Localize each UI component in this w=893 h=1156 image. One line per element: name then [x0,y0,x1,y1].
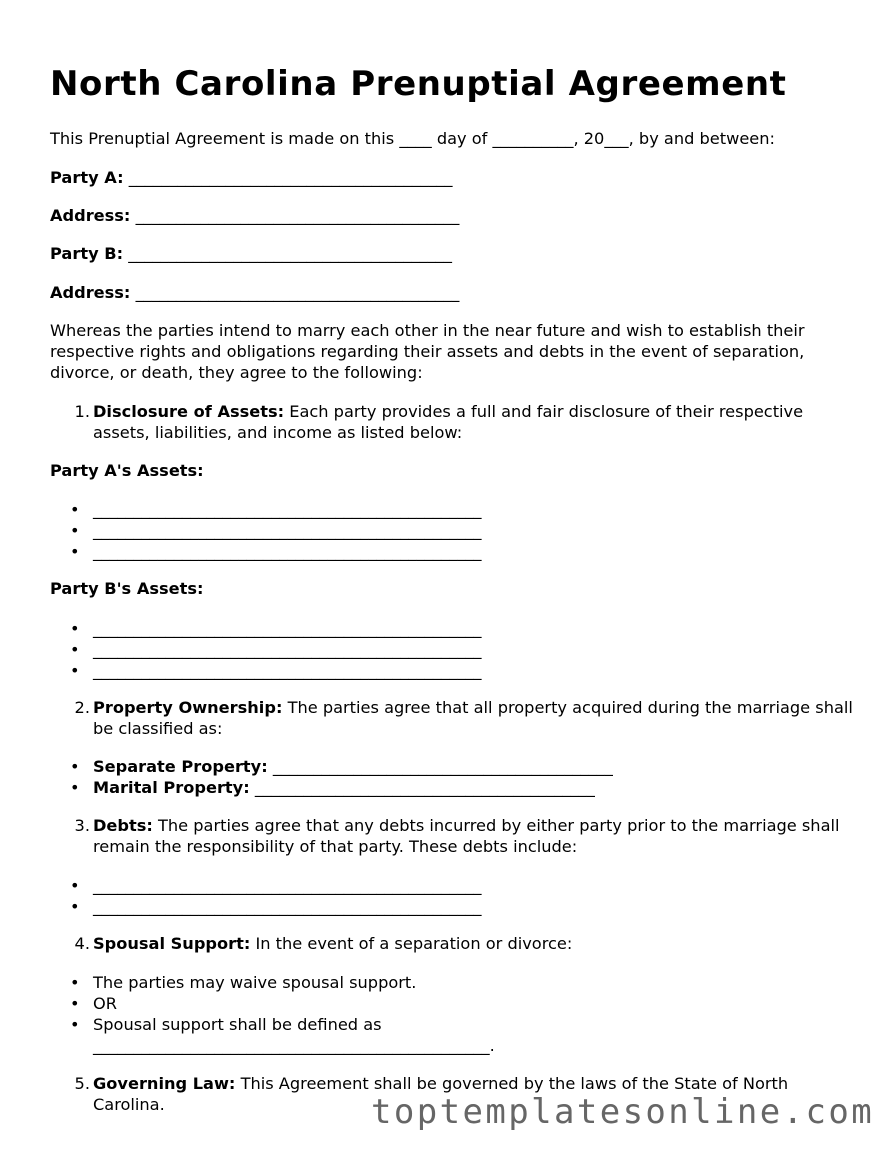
party-b-assets-heading: Party B's Assets: [50,579,204,598]
bullet: • [70,897,80,916]
party-a-assets-heading: Party A's Assets: [50,461,204,480]
section-3-number: 3. [74,816,90,835]
bullet: • [70,500,80,519]
intro-paragraph: This Prenuptial Agreement is made on this ____ day of __________, 20___, by and between: [50,129,775,148]
party-b-asset-blank-3: ________________________________________________ [93,661,482,680]
party-a-blank: ________________________________________ [128,168,453,187]
section-3-body [93,815,853,857]
bullet: • [70,521,80,540]
support-option-defined: Spousal support shall be defined as [93,1015,382,1034]
bullet: • [70,640,80,659]
marital-property-blank: __________________________________________ [254,778,595,797]
bullet: • [70,1015,80,1034]
party-a-address-label: Address: [50,206,131,225]
section-4-body [93,933,853,954]
whereas-paragraph: Whereas the parties intend to marry each other in the near future and wish to establish their respective rights and obligations regarding their assets and debts in the event of separation, divorce, or death, they agree to the following: [50,321,805,382]
section-3-heading: Debts: [93,816,153,835]
debt-blank-2: ________________________________________________ [93,897,482,916]
bullet: • [70,619,80,638]
section-1-text: Each party provides a full and fair disclosure of their respective assets, liabilities, and income as listed below: [93,402,804,442]
section-5-heading: Governing Law: [93,1074,236,1093]
party-a-line [50,167,452,188]
section-4-text: In the event of a separation or divorce: [255,934,573,953]
debt-blank-1: ________________________________________________ [93,876,482,895]
section-2-text: The parties agree that all property acquired during the marriage shall be classified as: [93,698,853,738]
party-b-label: Party B: [50,244,124,263]
marital-property-label: Marital Property: [93,778,250,797]
bullet: • [70,661,80,680]
section-1-number: 1. [74,402,90,421]
party-a-asset-blank-1: ________________________________________________ [93,500,482,519]
support-defined-blank: _________________________________________________. [93,1036,495,1055]
party-b-address-label: Address: [50,283,131,302]
party-a-asset-blank-2: ________________________________________________ [93,521,482,540]
support-option-waive: The parties may waive spousal support. [93,973,417,992]
section-1-heading: Disclosure of Assets: [93,402,285,421]
bullet: • [70,994,80,1013]
bullet: • [70,778,80,797]
separate-property-blank: __________________________________________ [272,757,613,776]
section-4-number: 4. [74,934,90,953]
bullet: • [70,876,80,895]
party-a-address-line [50,205,459,226]
party-b-address-line [50,282,459,303]
section-2-body [93,697,853,739]
section-3-text: The parties agree that any debts incurred by either party prior to the marriage shall remain the responsibility of that party. These debts include: [93,816,840,856]
party-b-blank: ________________________________________ [128,244,452,263]
separate-property-label: Separate Property: [93,757,268,776]
party-b-asset-blank-1: ________________________________________________ [93,619,482,638]
party-b-line [50,243,452,264]
party-b-asset-blank-2: ________________________________________________ [93,640,482,659]
support-option-or: OR [93,994,117,1013]
party-a-asset-blank-3: ________________________________________________ [93,542,482,561]
party-b-address-blank: ________________________________________ [135,283,460,302]
bullet: • [70,973,80,992]
section-1-body [93,401,853,443]
party-a-address-blank: ________________________________________ [135,206,460,225]
section-2-number: 2. [74,698,90,717]
section-4-heading: Spousal Support: [93,934,251,953]
watermark: toptemplatesonline.com [371,1092,875,1132]
bullet: • [70,542,80,561]
bullet: • [70,757,80,776]
party-a-label: Party A: [50,168,124,187]
document-title: North Carolina Prenuptial Agreement [50,64,787,104]
section-5-number: 5. [74,1074,90,1093]
section-2-heading: Property Ownership: [93,698,283,717]
section-5-text: This Agreement shall be governed by the laws of the State of North Carolina. [93,1074,789,1114]
